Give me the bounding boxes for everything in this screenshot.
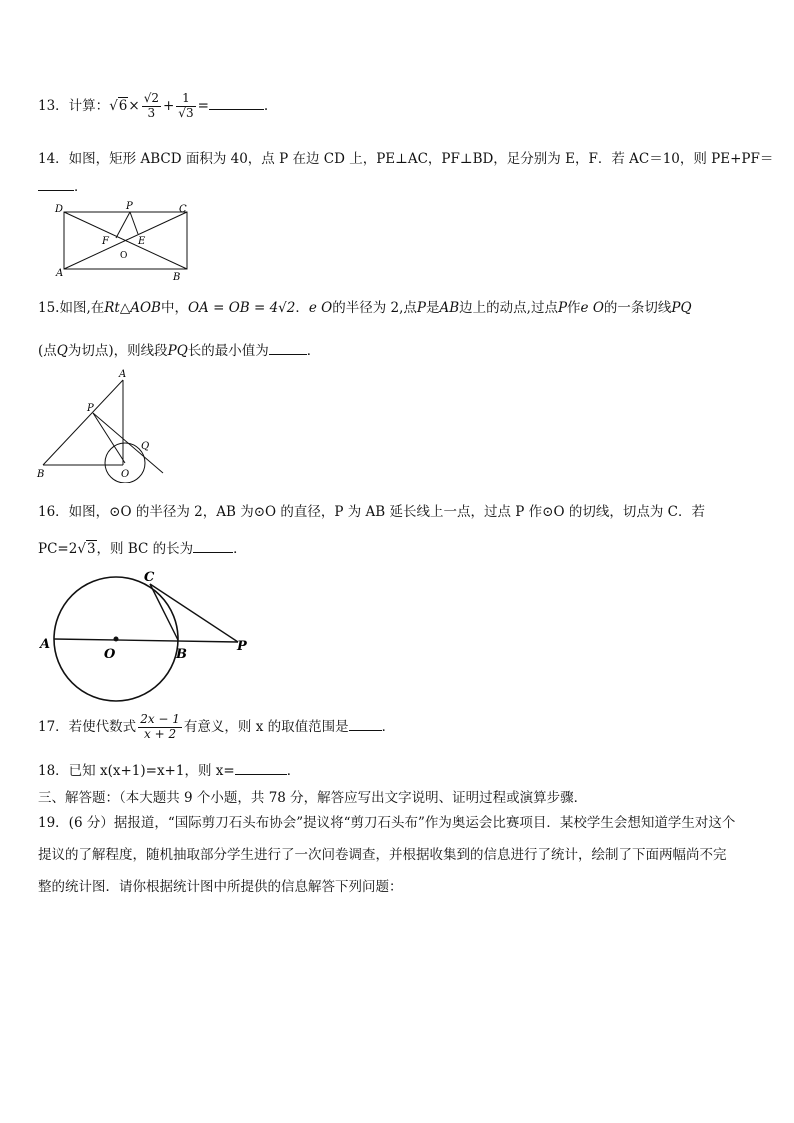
q13-times: ×: [128, 97, 140, 114]
q16-line2: PC=2√3，则 BC 的长为 ．: [38, 537, 247, 557]
label-o: O: [120, 251, 128, 261]
q17-fraction: $\frac{2x - 1}{x + 2}$: [140, 712, 180, 741]
q13-prefix: 13．计算：: [38, 97, 110, 114]
q13-line: 13．计算：√6× $\frac{√2}{3}$ + $\frac{1}{√3}$ = .: [38, 91, 269, 120]
q16-circle-figure: [34, 566, 259, 706]
q19-line2: 提议的了解程度，随机抽取部分学生进行了一次问卷调查，并根据收集到的信息进行了统计，绘制了下面两幅尚不完: [38, 847, 727, 863]
label-a: A: [56, 268, 64, 279]
label-f: F: [102, 236, 109, 247]
label-p: P: [237, 639, 247, 654]
q14-line1: 14．如图，矩形 ABCD 面积为 40，点 P 在边 CD 上，PE⊥AC，PF⊥BD，足分别为 E，F．若 AC＝10，则 PE+PF＝: [38, 151, 774, 167]
q14-line2: ．: [38, 175, 88, 195]
tangent-cp: [150, 584, 238, 642]
seg-pf: [116, 212, 130, 238]
q13-plus: +: [162, 97, 175, 114]
label-d: D: [55, 204, 64, 215]
q15-triangle-figure: [35, 365, 170, 483]
q13-answer-blank[interactable]: [209, 95, 264, 110]
q15-line2: (点Q为切点)，则线段PQ长的最小值为 ．: [38, 339, 320, 359]
q16-line1: 16．如图，⊙O 的半径为 2，AB 为⊙O 的直径，P 为 AB 延长线上一点，过点 P 作⊙O 的切线，切点为 C．若: [38, 504, 705, 520]
q13-fraction-1: $\frac{√2}{3}$: [143, 91, 159, 120]
q18-line: 18．已知 x(x+1)=x+1，则 x= ．: [38, 759, 300, 779]
tangent-pq: [93, 413, 163, 473]
seg-pe: [130, 212, 138, 234]
label-a: A: [40, 637, 51, 652]
label-o: O: [104, 647, 116, 662]
label-o: O: [121, 469, 130, 480]
seg-po: [93, 413, 125, 463]
q14-answer-blank[interactable]: [38, 176, 74, 191]
label-a: A: [119, 369, 127, 380]
label-c: C: [144, 570, 155, 585]
q17-line: 17．若使代数式 $\frac{2x - 1}{x + 2}$ 有意义，则 x 的取值范围是 ．: [38, 712, 396, 741]
label-q: Q: [141, 441, 150, 452]
label-e: E: [138, 236, 146, 247]
q15-answer-blank[interactable]: [269, 340, 307, 355]
q19-line3: 整的统计图．请你根据统计图中所提供的信息解答下列问题：: [38, 879, 403, 895]
q14-rectangle-figure: [52, 200, 202, 282]
label-c: C: [179, 204, 187, 215]
label-p: P: [87, 403, 94, 414]
q18-answer-blank[interactable]: [235, 760, 287, 775]
q19-line1: 19．(6 分）据报道，“国际剪刀石头布协会”提议将“剪刀石头布”作为奥运会比赛项目．某校学生会想知道学生对这个: [38, 815, 736, 831]
q16-sqrt3: 3: [86, 541, 96, 557]
seg-ab: [43, 380, 123, 465]
seg-ap: [54, 639, 238, 642]
label-b: B: [176, 647, 187, 662]
section3-header: 三、解答题：（本大题共 9 个小题，共 78 分，解答应写出文字说明、证明过程或演算步骤．: [38, 790, 588, 806]
q13-equals: =: [197, 97, 209, 114]
label-b: B: [173, 272, 181, 282]
label-b: B: [37, 469, 45, 480]
q17-answer-blank[interactable]: [349, 716, 382, 731]
q13-sqrt6: 6: [118, 97, 128, 114]
q15-line1: 15.如图,在Rt△AOB中，OA = OB = 4√2．e O的半径为 2,点P是AB边上的动点,过点P作e O的一条切线PQ: [38, 300, 692, 316]
label-p: P: [126, 201, 133, 212]
center-dot: [114, 637, 119, 642]
q16-answer-blank[interactable]: [193, 538, 233, 553]
q13-fraction-2: $\frac{1}{√3}$: [178, 91, 194, 120]
